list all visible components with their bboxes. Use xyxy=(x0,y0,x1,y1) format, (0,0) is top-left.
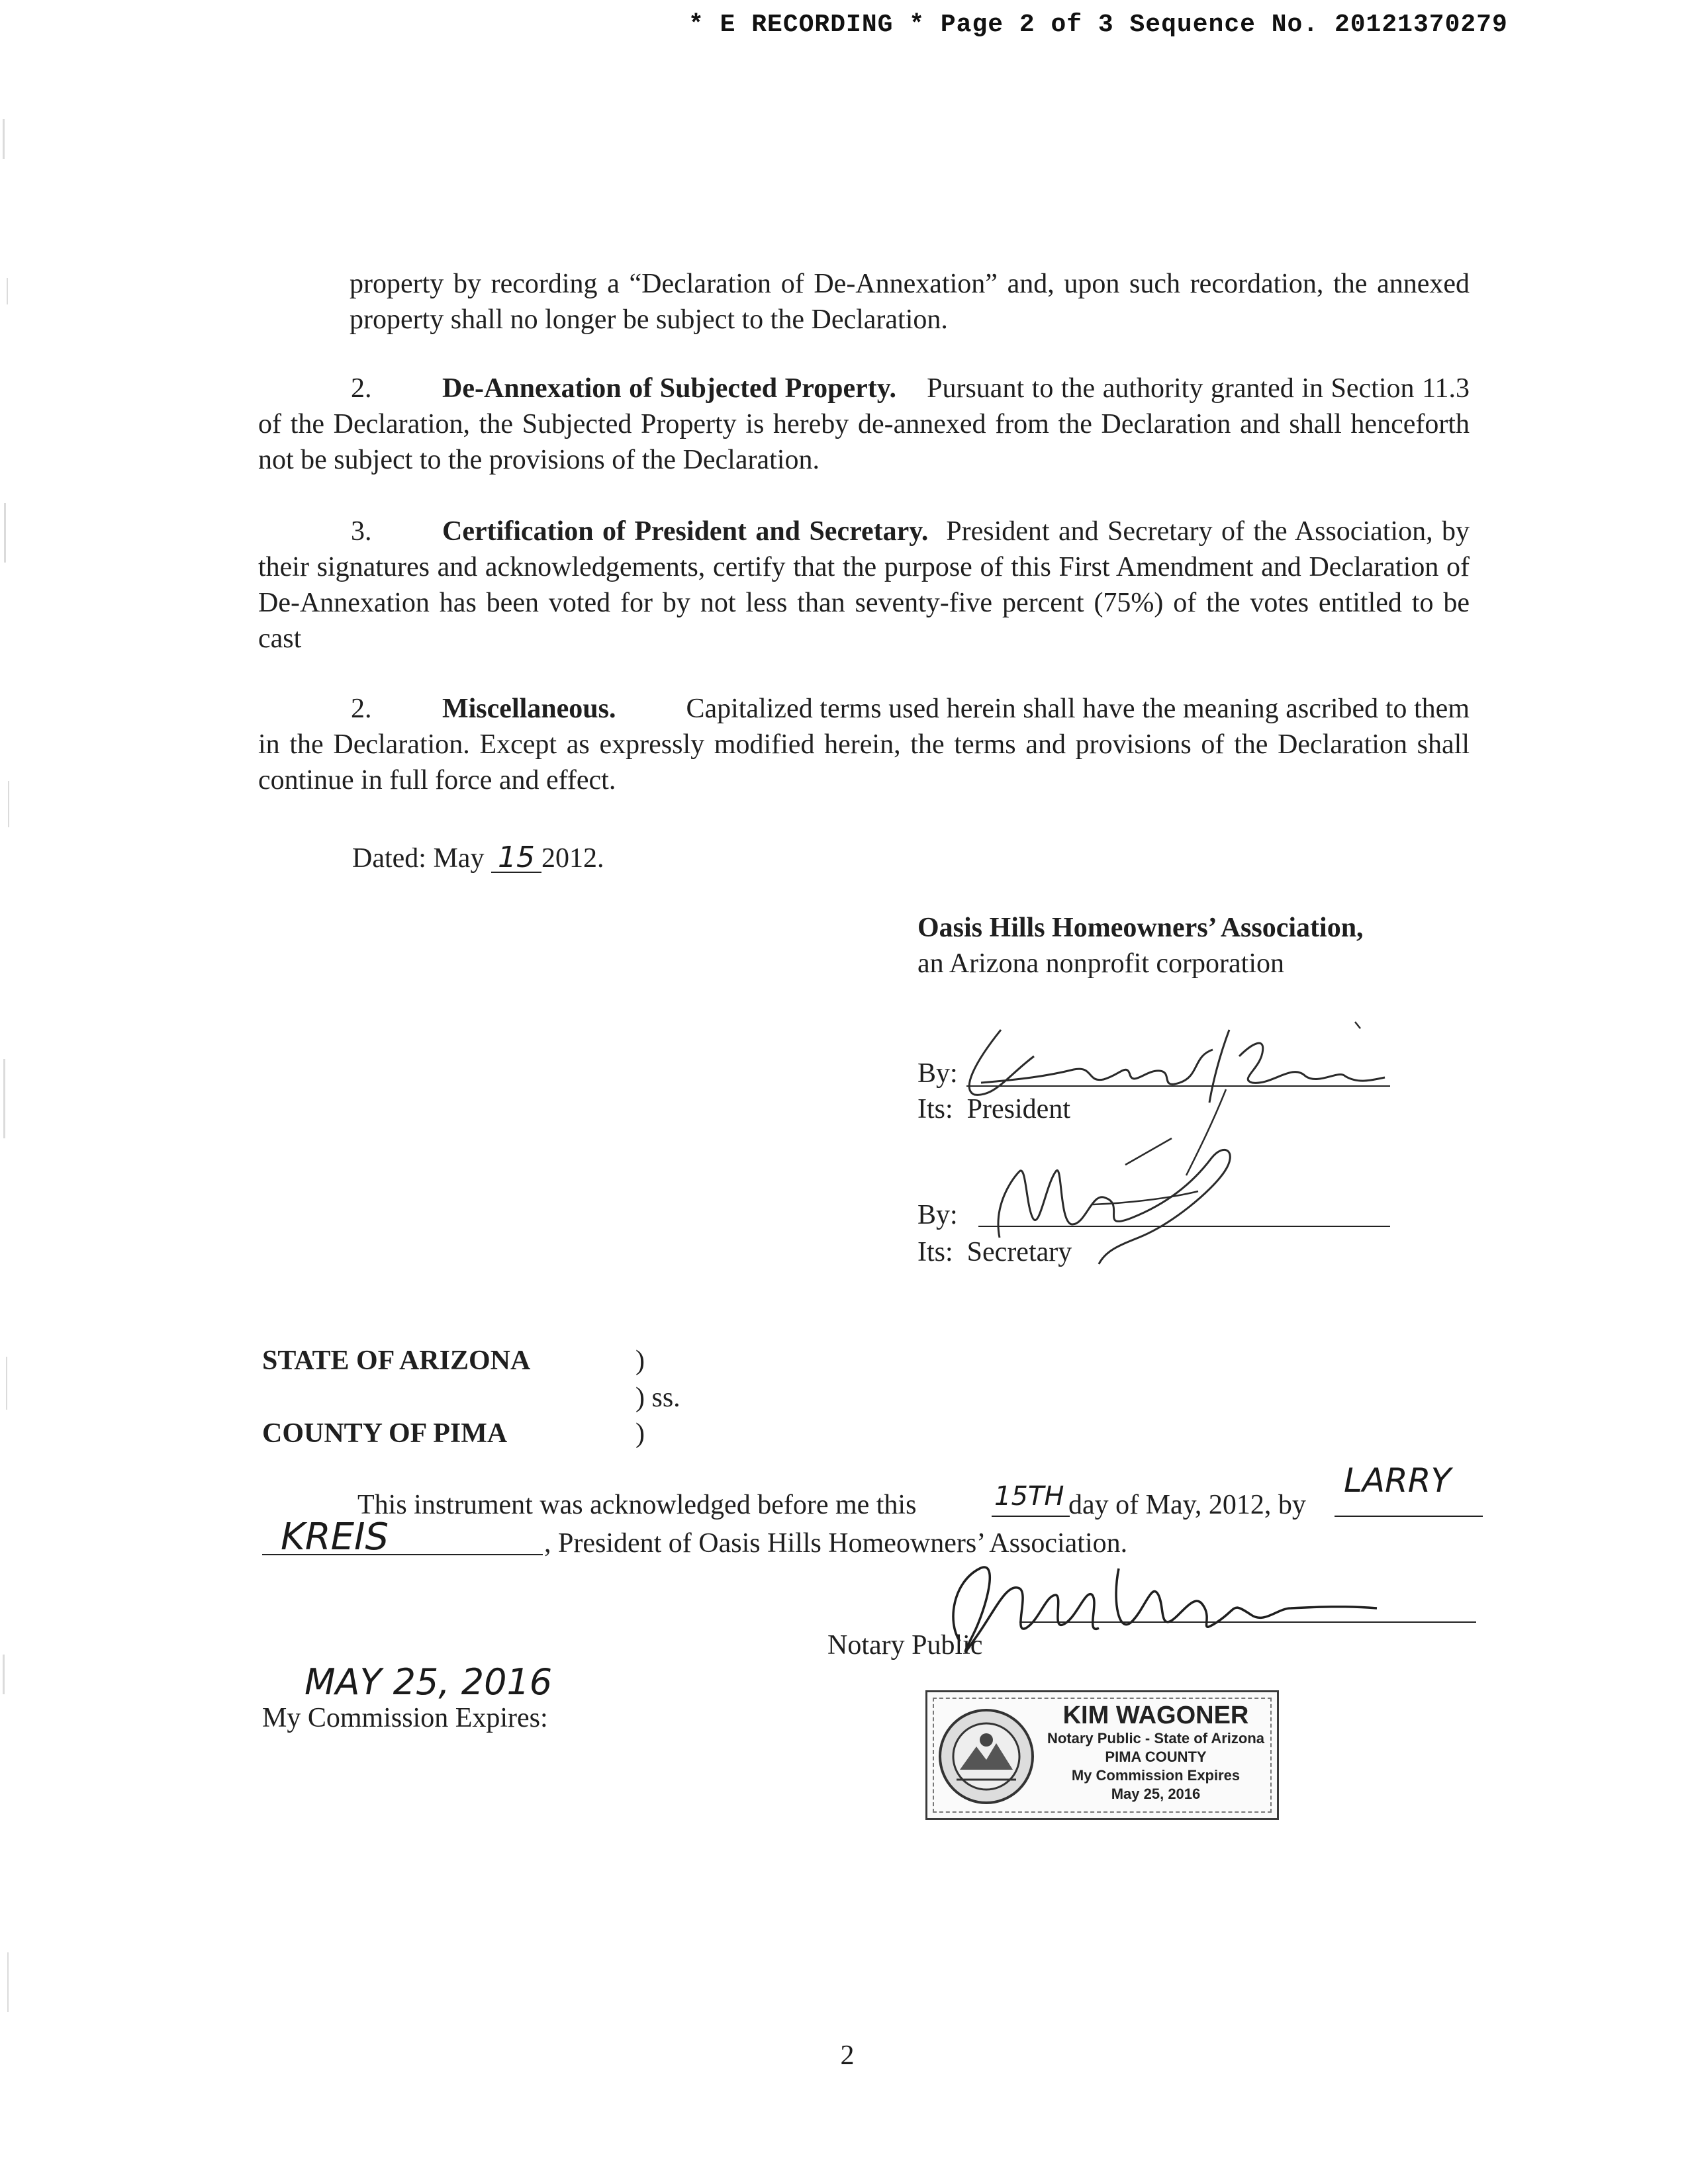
ack-day-handwritten: 15TH xyxy=(994,1481,1064,1512)
president-by-label: By: xyxy=(917,1058,958,1089)
venue-state: STATE OF ARIZONA xyxy=(262,1345,531,1376)
ack-day-line xyxy=(992,1516,1070,1517)
section-text: Capitalized terms used herein shall have the meaning ascribed to them in the Declaration. Except as expressly modified herein, the terms and provisions of the Declaration shall continue in full force and effect. xyxy=(258,694,1470,796)
seal-line-2: PIMA COUNTY xyxy=(1105,1749,1207,1765)
seal-text xyxy=(1040,1702,1272,1803)
section-heading: Miscellaneous. xyxy=(442,694,616,724)
venue-county: COUNTY OF PIMA xyxy=(262,1418,508,1449)
dated-day-blank xyxy=(491,841,541,876)
seal-notary-name: KIM WAGONER xyxy=(1062,1702,1249,1729)
dated-suffix: 2012. xyxy=(541,843,604,874)
section-heading: Certification of President and Secretary. xyxy=(442,516,929,547)
section-number: 2. xyxy=(351,373,372,404)
arizona-seal-icon xyxy=(937,1707,1036,1806)
ack-name-last-handwritten: KREIS xyxy=(281,1516,389,1559)
seal-line-3: My Commission Expires xyxy=(1071,1767,1241,1784)
dated-prefix: Dated: May xyxy=(352,843,485,874)
secretary-title: Secretary xyxy=(966,1237,1072,1267)
section-miscellaneous xyxy=(258,691,1470,798)
section-de-annexation xyxy=(258,371,1470,478)
commission-date-handwritten: MAY 25, 2016 xyxy=(305,1661,553,1703)
ack-part2: day of May, 2012, by xyxy=(1068,1490,1306,1520)
president-title: President xyxy=(966,1094,1070,1124)
page-number: 2 xyxy=(840,2040,855,2071)
notary-label: Notary Public xyxy=(827,1630,983,1661)
association-description: an Arizona nonprofit corporation xyxy=(917,948,1284,979)
secretary-its-line xyxy=(917,1235,1072,1269)
section-number: 3. xyxy=(351,516,372,547)
section-heading: De-Annexation of Subjected Property. xyxy=(442,373,896,404)
ack-name-first-handwritten: LARRY xyxy=(1344,1461,1452,1500)
president-its-label: Its: xyxy=(917,1094,953,1124)
dated-line xyxy=(352,841,604,876)
venue-paren-top: ) xyxy=(635,1345,645,1376)
section-certification xyxy=(258,514,1470,657)
ack-part1: This instrument was acknowledged before me this xyxy=(357,1490,917,1520)
seal-line-1: Notary Public - State of Arizona xyxy=(1047,1730,1264,1747)
continuation-paragraph: property by recording a “Declaration of De-Annexation” and, upon such recordation, the annexed property shall no longer be subject to the Declaration. xyxy=(350,269,1470,335)
dated-day-handwritten: 15 xyxy=(497,841,535,874)
notary-signature xyxy=(920,1542,1383,1674)
section-text: Pursuant to the authority granted in Section 11.3 of the Declaration, the Subjected Property is hereby de-annexed from the Declaration and shall henceforth not be subject to the provisions of the Declaration. xyxy=(258,373,1470,475)
section-number: 2. xyxy=(351,694,372,724)
section-text: President and Secretary of the Association, by their signatures and acknowledgements, certify that the purpose of this First Amendment and Declaration of De-Annexation has been voted for by not less than seventy-five percent (75%) of the votes entitled to be cast xyxy=(258,516,1470,654)
venue-ss: ) ss. xyxy=(635,1383,680,1413)
notary-signature-line xyxy=(1019,1621,1476,1623)
president-its-line xyxy=(917,1092,1070,1126)
recording-header: * E RECORDING * Page 2 of 3 Sequence No. 20121370279 xyxy=(688,11,1508,39)
commission-label: My Commission Expires: xyxy=(262,1703,548,1733)
secretary-its-label: Its: xyxy=(917,1237,953,1267)
notary-seal xyxy=(925,1690,1279,1820)
venue-paren-bottom: ) xyxy=(635,1418,645,1449)
association-name: Oasis Hills Homeowners’ Association, xyxy=(917,913,1364,943)
scan-edge-noise xyxy=(0,0,26,2184)
secretary-by-label: By: xyxy=(917,1200,958,1230)
ack-part3: , President of Oasis Hills Homeowners’ Association. xyxy=(544,1528,1128,1559)
seal-line-4: May 25, 2016 xyxy=(1111,1786,1201,1802)
ack-name-line xyxy=(1335,1516,1483,1517)
